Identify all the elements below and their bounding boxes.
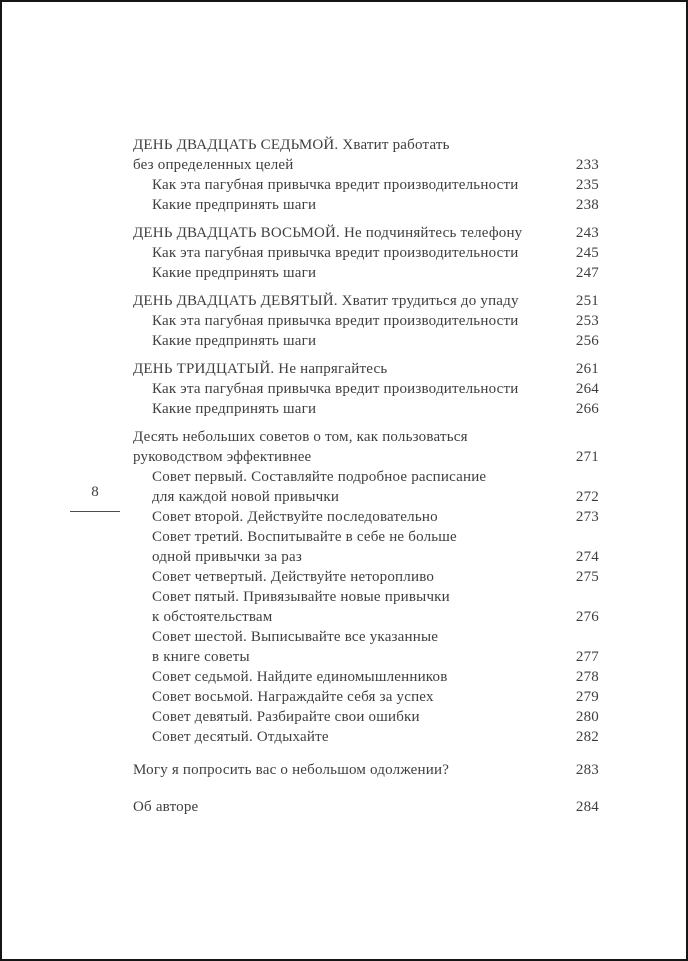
- toc-line: Об авторе: [133, 799, 199, 815]
- toc-line: Как эта пагубная привычка вредит производительности: [152, 381, 519, 397]
- toc-line: руководством эффективнее: [133, 449, 312, 465]
- toc-entry: [133, 359, 599, 379]
- toc-entry-title: [133, 467, 486, 507]
- toc-line: Как эта пагубная привычка вредит производительности: [152, 245, 519, 261]
- toc-line: ДЕНЬ ДВАДЦАТЬ СЕДЬМОЙ. Хватит работать: [133, 137, 450, 153]
- toc-entry-page-number: 280: [575, 709, 599, 725]
- toc-line: ДЕНЬ ДВАДЦАТЬ ВОСЬМОЙ. Не подчиняйтесь телефону: [133, 225, 523, 241]
- toc-entry-title: [133, 311, 519, 331]
- toc-entry-title: [133, 135, 450, 175]
- toc-line: Какие предпринять шаги: [152, 401, 317, 417]
- toc-line: Совет десятый. Отдыхайте: [152, 729, 329, 745]
- toc-entry-page-number: 273: [575, 509, 599, 525]
- toc-entry-page-number: 253: [575, 313, 599, 329]
- toc-entry: [133, 427, 599, 467]
- toc-entry: [133, 223, 599, 243]
- toc-line: одной привычки за раз: [152, 549, 302, 565]
- toc-entry: [133, 760, 599, 780]
- toc-line: в книге советы: [152, 649, 250, 665]
- toc-entry-title: [133, 175, 519, 195]
- toc-entry: [133, 379, 599, 399]
- toc-entry-title: [133, 223, 522, 243]
- toc-entry-title: [133, 687, 434, 707]
- toc-line: к обстоятельствам: [152, 609, 273, 625]
- toc-line: Как эта пагубная привычка вредит производительности: [152, 313, 519, 329]
- toc-entry-title: [133, 707, 420, 727]
- toc-entry-title: [133, 243, 519, 263]
- toc-entry: [133, 527, 599, 567]
- toc-entry: [133, 399, 599, 419]
- toc-line: Совет девятый. Разбирайте свои ошибки: [152, 709, 420, 725]
- toc-line: Какие предпринять шаги: [152, 265, 317, 281]
- toc-entry: [133, 243, 599, 263]
- toc-entry-title: [133, 399, 316, 419]
- toc-entry-title: [133, 667, 448, 687]
- toc-entry-page-number: 238: [575, 197, 599, 213]
- toc-line: Совет седьмой. Найдите единомышленников: [152, 669, 448, 685]
- toc-line: Совет четвертый. Действуйте неторопливо: [152, 569, 435, 585]
- toc-entry-page-number: 279: [575, 689, 599, 705]
- toc-entry-page-number: 282: [575, 729, 599, 745]
- toc-entry-page-number: 247: [575, 265, 599, 281]
- toc-line: Совет шестой. Выписывайте все указанные: [152, 629, 439, 645]
- toc-line: без определенных целей: [133, 157, 294, 173]
- toc-entry: [133, 135, 599, 175]
- table-of-contents: [133, 135, 599, 817]
- toc-entry-page-number: 271: [575, 449, 599, 465]
- toc-entry: [133, 507, 599, 527]
- toc-entry: [133, 263, 599, 283]
- toc-entry: [133, 667, 599, 687]
- toc-line: Совет пятый. Привязывайте новые привычки: [152, 589, 450, 605]
- toc-entry: [133, 687, 599, 707]
- toc-line: для каждой новой привычки: [152, 489, 340, 505]
- toc-entry-title: [133, 291, 519, 311]
- toc-entry: [133, 311, 599, 331]
- toc-entry-title: [133, 263, 316, 283]
- toc-entry: [133, 291, 599, 311]
- toc-entry: [133, 797, 599, 817]
- toc-entry: [133, 175, 599, 195]
- toc-section: [133, 760, 599, 780]
- toc-line: Совет восьмой. Награждайте себя за успех: [152, 689, 434, 705]
- toc-line: Какие предпринять шаги: [152, 333, 317, 349]
- toc-entry: [133, 707, 599, 727]
- toc-entry-title: [133, 797, 198, 817]
- toc-entry-page-number: 274: [575, 549, 599, 565]
- toc-line: Совет второй. Действуйте последовательно: [152, 509, 438, 525]
- toc-entry-page-number: 233: [575, 157, 599, 173]
- toc-entry-title: [133, 627, 438, 667]
- toc-entry: [133, 727, 599, 747]
- toc-line: Могу я попросить вас о небольшом одолжении?: [133, 762, 450, 778]
- toc-entry: [133, 587, 599, 627]
- toc-entry-title: [133, 727, 329, 747]
- toc-entry-title: [133, 527, 457, 567]
- toc-entry-page-number: 277: [575, 649, 599, 665]
- toc-entry-page-number: 251: [575, 293, 599, 309]
- toc-entry: [133, 467, 599, 507]
- toc-entry-title: [133, 760, 449, 780]
- toc-entry: [133, 567, 599, 587]
- toc-entry-title: [133, 359, 387, 379]
- toc-section: [133, 291, 599, 351]
- toc-entry: [133, 195, 599, 215]
- toc-entry-page-number: 256: [575, 333, 599, 349]
- toc-entry-title: [133, 379, 519, 399]
- page-number: 8: [91, 484, 99, 500]
- toc-line: Совет третий. Воспитывайте в себе не больше: [152, 529, 457, 545]
- toc-entry-page-number: 276: [575, 609, 599, 625]
- toc-entry-title: [133, 587, 450, 627]
- toc-section: [133, 427, 599, 747]
- toc-line: Какие предпринять шаги: [152, 197, 317, 213]
- toc-entry-page-number: 272: [575, 489, 599, 505]
- toc-entry-title: [133, 427, 468, 467]
- toc-section: [133, 797, 599, 817]
- toc-entry-page-number: 261: [575, 361, 599, 377]
- page-number-marker: [70, 482, 120, 512]
- toc-entry: [133, 627, 599, 667]
- toc-line: Совет первый. Составляйте подробное расписание: [152, 469, 487, 485]
- toc-entry-page-number: 283: [575, 762, 599, 778]
- toc-entry: [133, 331, 599, 351]
- toc-entry-page-number: 275: [575, 569, 599, 585]
- toc-entry-page-number: 278: [575, 669, 599, 685]
- toc-line: Как эта пагубная привычка вредит производительности: [152, 177, 519, 193]
- toc-entry-page-number: 243: [575, 225, 599, 241]
- toc-section: [133, 223, 599, 283]
- toc-entry-page-number: 245: [575, 245, 599, 261]
- toc-line: ДЕНЬ ТРИДЦАТЫЙ. Не напрягайтесь: [133, 361, 388, 377]
- toc-section: [133, 135, 599, 215]
- toc-line: Десять небольших советов о том, как пользоваться: [133, 429, 468, 445]
- toc-entry-page-number: 284: [575, 799, 599, 815]
- toc-line: ДЕНЬ ДВАДЦАТЬ ДЕВЯТЫЙ. Хватит трудиться до упаду: [133, 293, 519, 309]
- toc-entry-page-number: 266: [575, 401, 599, 417]
- toc-entry-title: [133, 567, 434, 587]
- toc-entry-page-number: 235: [575, 177, 599, 193]
- toc-entry-title: [133, 195, 316, 215]
- toc-entry-title: [133, 507, 438, 527]
- toc-section: [133, 359, 599, 419]
- toc-entry-title: [133, 331, 316, 351]
- toc-entry-page-number: 264: [575, 381, 599, 397]
